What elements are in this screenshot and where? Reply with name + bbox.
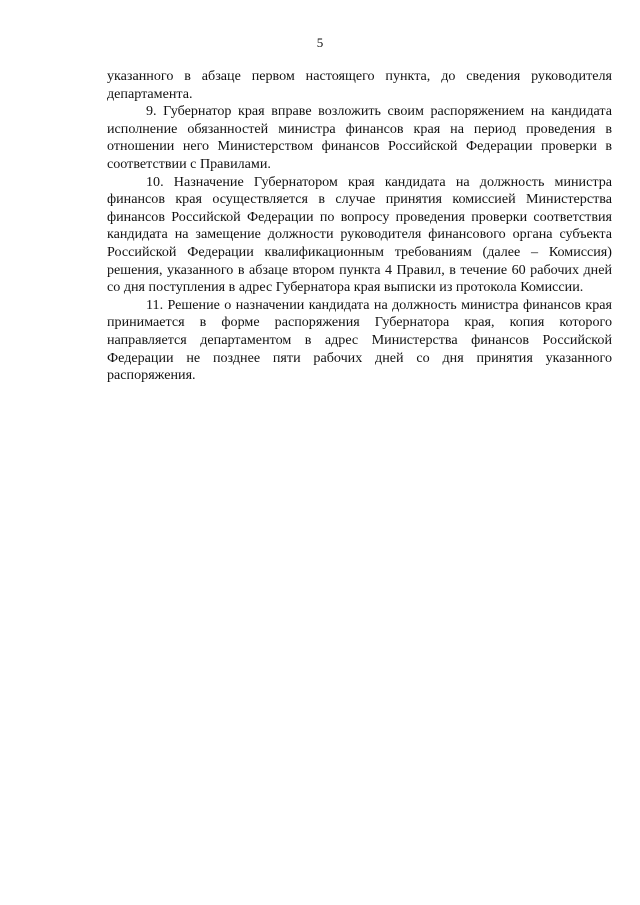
paragraph-item-9: 9. Губернатор края вправе возложить своим распоряжением на кандидата исполнение обязанностей министра финансов края на период проведения в отношении него Министерством финансов Российской Федерации проверки в соответствии с Правилами. [107,103,612,172]
page-number: 5 [316,35,324,50]
paragraph-continuation: указанного в абзаце первом настоящего пункта, до сведения руководителя департамента. [107,68,612,102]
paragraph-item-11: 11. Решение о назначении кандидата на должность министра финансов края принимается в форме распоряжения Губернатора края, копия которого направляется департаментом в адрес Министерства финансов Российской Федерации не позднее пяти рабочих дней со дня принятия указанного распоряжения. [107,296,612,384]
paragraph-item-10: 10. Назначение Губернатором края кандидата на должность министра финансов края осуществляется в случае принятия комиссией Министерства финансов Российской Федерации по вопросу проведения проверки соответствия кандидата на замещение должности руководителя финансового органа субъекта Российской Федерации квалификационным требованиям (далее – Комиссия) решения, указанного в абзаце втором пункта 4 Правил, в течение 60 рабочих дней со дня поступления в адрес Губернатора края выписки из протокола Комиссии. [107,173,612,296]
document-body [107,68,612,385]
